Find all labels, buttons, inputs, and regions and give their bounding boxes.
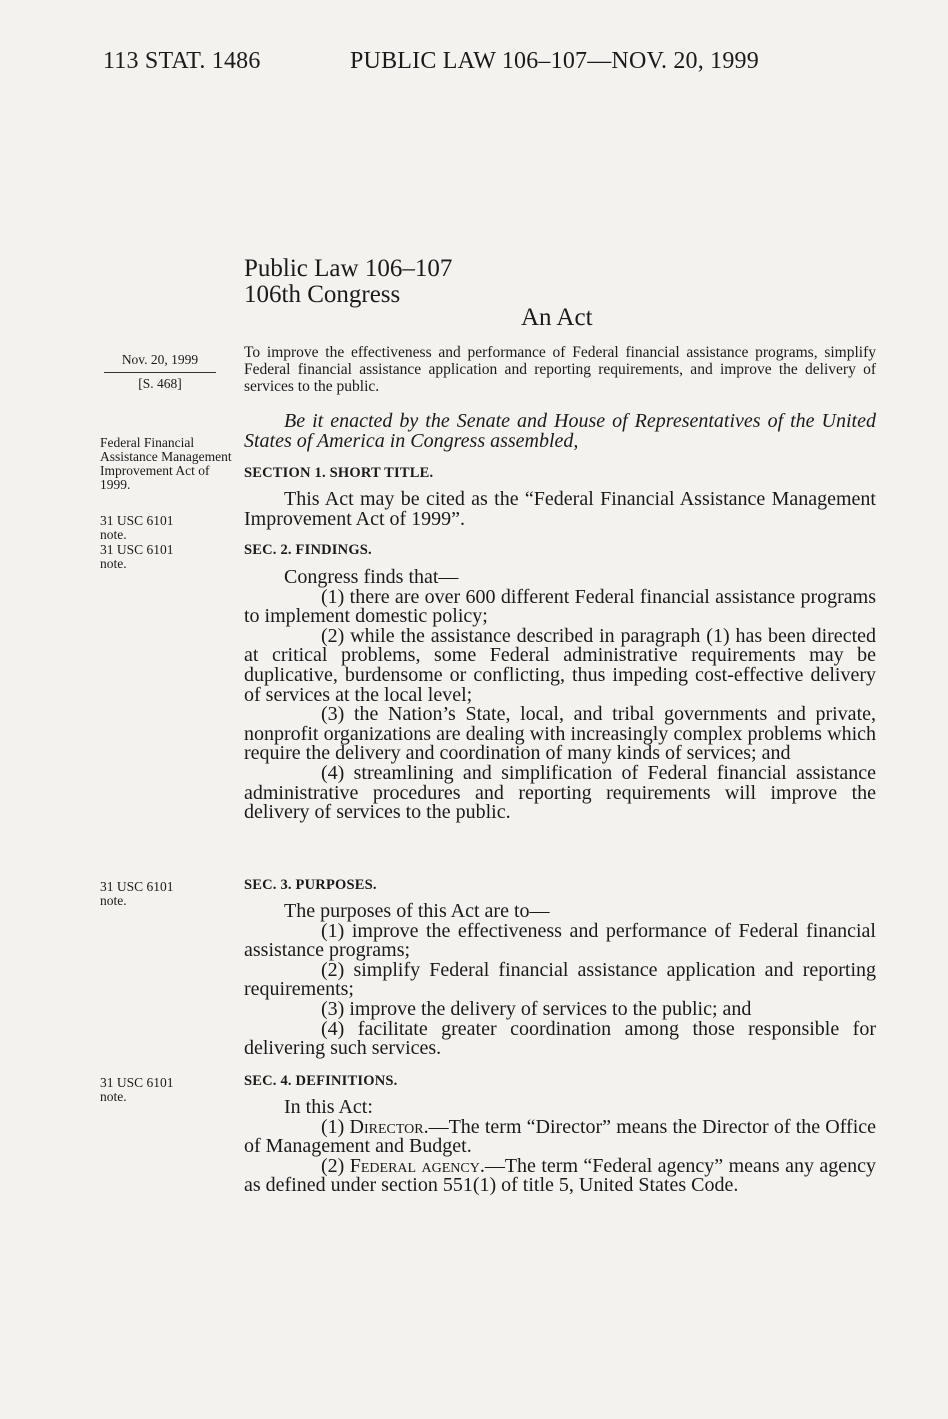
purpose-1: (1) improve the effectiveness and performance of Federal financial assistance programs; bbox=[244, 919, 876, 962]
finding-4: (4) streamlining and simplification of Federal financial assistance administrative procedures and reporting requirements will improve the delivery of services to the public. bbox=[244, 761, 876, 824]
defined-term-federal-agency: Federal agency bbox=[349, 1154, 480, 1177]
section-4-heading: SEC. 4. DEFINITIONS. bbox=[244, 1073, 398, 1089]
act-heading: An Act bbox=[521, 304, 593, 331]
margin-usc-note-4: 31 USC 6101 note. bbox=[100, 1075, 174, 1104]
section-3-heading: SEC. 3. PURPOSES. bbox=[244, 877, 377, 893]
section-2-heading: SEC. 2. FINDINGS. bbox=[244, 542, 372, 558]
finding-3: (3) the Nation’s State, local, and tribal governments and private, nonprofit organizations are dealing with increasingly complex problems which require the delivery and coordination of many kinds of services; and bbox=[244, 703, 876, 765]
section-3-body bbox=[244, 902, 876, 1059]
margin-usc-note-3: 31 USC 6101 note. bbox=[100, 879, 174, 908]
margin-usc-note-1: 31 USC 6101 note. bbox=[100, 513, 174, 542]
short-title-text: This Act may be cited as the “Federal Financial Assistance Management Improvement Act of 1999”. bbox=[244, 488, 876, 530]
definitions-intro: In this Act: bbox=[284, 1096, 373, 1118]
section-1-heading: SECTION 1. SHORT TITLE. bbox=[244, 465, 434, 481]
defined-term-director: Director bbox=[349, 1115, 424, 1138]
definition-director: (1) Director.—The term “Director” means the Director of the Office of Management and Budget. bbox=[244, 1115, 877, 1158]
bill-number: [S. 468] bbox=[138, 376, 182, 391]
public-law-number: Public Law 106–107 bbox=[244, 255, 453, 282]
enactment-date: Nov. 20, 1999 bbox=[121, 352, 199, 367]
congress-number: 106th Congress bbox=[244, 281, 401, 308]
purpose-4: (4) facilitate greater coordination among those responsible for delivering such services. bbox=[244, 1017, 876, 1060]
findings-intro: Congress finds that— bbox=[284, 566, 459, 588]
enacting-clause: Be it enacted by the Senate and House of Representatives of the United States of America in Congress assembled, bbox=[244, 410, 876, 452]
date-divider bbox=[104, 372, 216, 373]
purpose-2: (2) simplify Federal financial assistance application and reporting requirements; bbox=[244, 958, 876, 1001]
margin-short-title-note: Federal Financial Assistance Management Improvement Act of 1999. bbox=[100, 435, 232, 492]
finding-1: (1) there are over 600 different Federal financial assistance programs to implement domestic policy; bbox=[244, 585, 876, 628]
page-stat-citation: 113 STAT. 1486 bbox=[103, 48, 261, 74]
margin-date-block bbox=[100, 352, 220, 392]
finding-2: (2) while the assistance described in paragraph (1) has been directed at critical problems, some Federal administrative requirements may be duplicative, burdensome or conflicting, thus impeding cost-effective delivery of services at the local level; bbox=[244, 624, 876, 706]
purposes-intro: The purposes of this Act are to— bbox=[284, 900, 550, 922]
definition-federal-agency: (2) Federal agency.—The term “Federal agency” means any agency as defined under section 551(1) of title 5, United States Code. bbox=[244, 1154, 877, 1197]
section-1-body bbox=[244, 490, 876, 529]
purpose-3: (3) improve the delivery of services to the public; and bbox=[321, 997, 752, 1020]
section-2-body bbox=[244, 568, 876, 823]
running-head: PUBLIC LAW 106–107—NOV. 20, 1999 bbox=[350, 48, 759, 74]
act-purpose: To improve the effectiveness and performance of Federal financial assistance programs, simplify Federal financial assistance application and reporting requirements, and improve the delivery of services to the public. bbox=[244, 344, 876, 395]
margin-usc-note-2: 31 USC 6101 note. bbox=[100, 542, 174, 571]
section-4-body bbox=[244, 1098, 876, 1196]
